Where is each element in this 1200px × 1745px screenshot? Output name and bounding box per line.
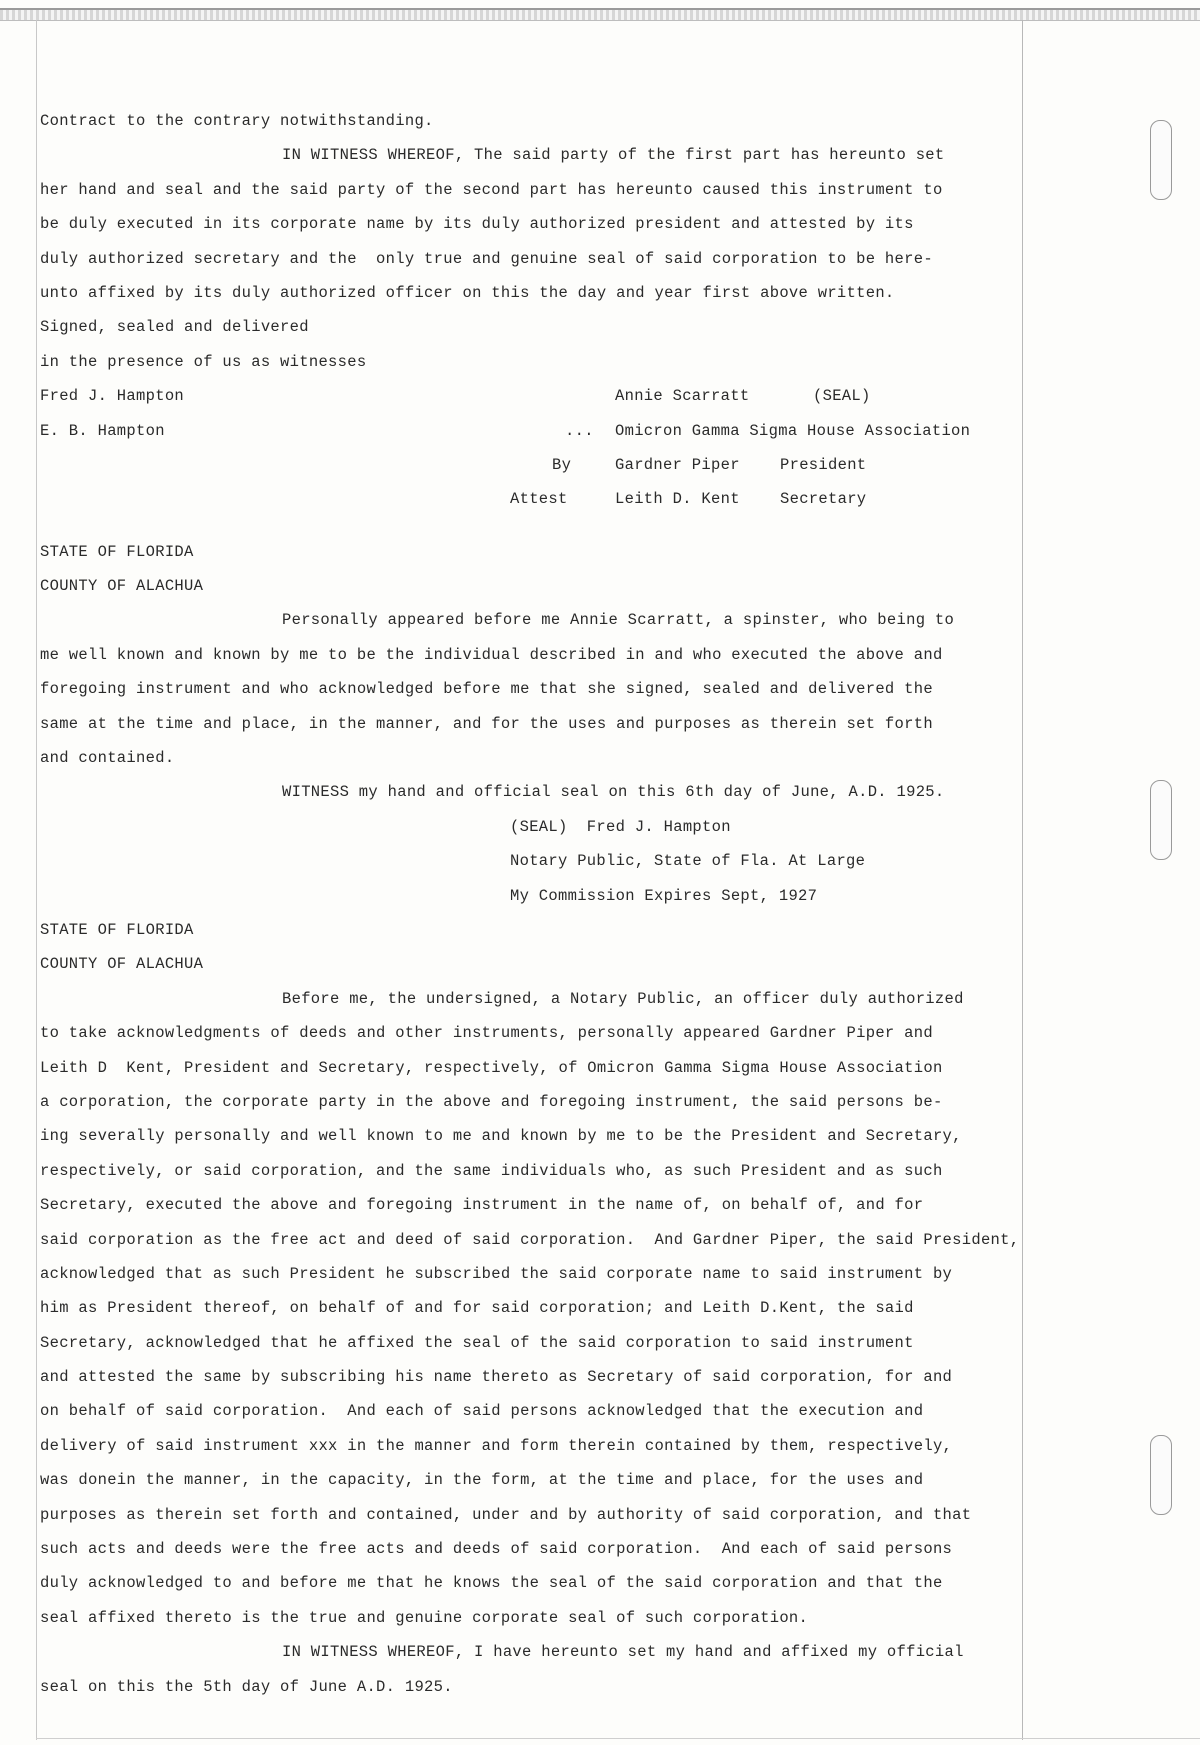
text-line: and contained. (40, 749, 175, 768)
state-heading: STATE OF FLORIDA (40, 542, 194, 561)
text-line: to take acknowledgments of deeds and other instruments, personally appeared Gardner Piper and (40, 1024, 933, 1043)
text-line: such acts and deeds were the free acts and deeds of said corporation. And each of said persons (40, 1540, 953, 1559)
text-line: same at the time and place, in the manner, and for the uses and purposes as therein set forth (40, 714, 933, 733)
witness-name: Fred J. Hampton (40, 387, 185, 406)
county-heading: COUNTY OF ALACHUA (40, 955, 204, 974)
binder-hole (1150, 120, 1172, 200)
text-line: in the presence of us as witnesses (40, 352, 367, 371)
text-line: Personally appeared before me Annie Scarratt, a spinster, who being to (282, 611, 955, 630)
text-line: me well known and known by me to be the individual described in and who executed the above and (40, 645, 943, 664)
attest-label: Attest (510, 490, 568, 509)
text-line: seal affixed thereto is the true and genuine corporate seal of such corporation. (40, 1608, 809, 1627)
secretary-name: Leith D. Kent (615, 490, 740, 509)
signer-name: Annie Scarratt (615, 387, 750, 406)
left-margin-line (36, 20, 37, 1740)
text-line: Leith D Kent, President and Secretary, respectively, of Omicron Gamma Sigma House Association (40, 1058, 943, 1077)
witness-name: E. B. Hampton (40, 421, 165, 440)
text-line: Before me, the undersigned, a Notary Public, an officer duly authorized (282, 989, 964, 1008)
signature-row (40, 379, 1040, 413)
county-heading: COUNTY OF ALACHUA (40, 577, 204, 596)
notary-title: Notary Public, State of Fla. At Large (510, 852, 866, 871)
binder-hole (1150, 780, 1172, 860)
text-line: respectively, or said corporation, and the same individuals who, as such President and as such (40, 1161, 943, 1180)
state-heading: STATE OF FLORIDA (40, 920, 194, 939)
text-line: Secretary, acknowledged that he affixed the seal of the said corporation to said instrument (40, 1333, 914, 1352)
text-line: was donein the manner, in the capacity, in the form, at the time and place, for the uses and (40, 1471, 924, 1490)
text-line: and attested the same by subscribing his name thereto as Secretary of said corporation, for and (40, 1368, 953, 1387)
text-line: ing severally personally and well known to me and known by me to be the President and Secretary, (40, 1127, 962, 1146)
text-line: be duly executed in its corporate name by its duly authorized president and attested by its (40, 215, 914, 234)
binder-hole (1150, 1435, 1172, 1515)
text-line: foregoing instrument and who acknowledged before me that she signed, sealed and delivered the (40, 680, 933, 699)
president-title: President (780, 455, 867, 474)
document-text (40, 104, 1040, 1704)
text-line: delivery of said instrument xxx in the manner and form therein contained by them, respectively, (40, 1436, 953, 1455)
seal-mark: (SEAL) (813, 387, 871, 406)
association-name: Omicron Gamma Sigma House Association (615, 421, 971, 440)
text-line: a corporation, the corporate party in the above and foregoing instrument, the said persons be- (40, 1092, 943, 1111)
text-line: Contract to the contrary notwithstanding. (40, 112, 434, 130)
text-line: duly acknowledged to and before me that he knows the seal of the said corporation and that the (40, 1574, 943, 1593)
text-line: duly authorized secretary and the only true and genuine seal of said corporation to be here- (40, 249, 933, 268)
top-perforation-rule (0, 8, 1200, 21)
commission-expiry: My Commission Expires Sept, 1927 (510, 886, 818, 905)
signature-row (40, 482, 1040, 516)
text-line: him as President thereof, on behalf of and for said corporation; and Leith D.Kent, the said (40, 1299, 914, 1318)
final-line: seal on this the 5th day of June A.D. 1925. (40, 1677, 453, 1696)
text-line: Secretary, executed the above and foregoing instrument in the name of, on behalf of, and for (40, 1196, 924, 1215)
signature-row (40, 414, 1040, 448)
witness-line: WITNESS my hand and official seal on this 6th day of June, A.D. 1925. (282, 783, 945, 802)
signature-row (40, 448, 1040, 482)
text-line: her hand and seal and the said party of the second part has hereunto caused this instrument to (40, 180, 943, 199)
dots: ... (565, 421, 594, 440)
text-line: unto affixed by its duly authorized officer on this the day and year first above written. (40, 283, 895, 302)
text-line: IN WITNESS WHEREOF, The said party of the first part has hereunto set (282, 146, 945, 165)
secretary-title: Secretary (780, 490, 867, 509)
witness-line: IN WITNESS WHEREOF, I have hereunto set my hand and affixed my official (282, 1643, 964, 1662)
text-line: purposes as therein set forth and contained, under and by authority of said corporation, and that (40, 1505, 972, 1524)
text-line: acknowledged that as such President he subscribed the said corporate name to said instrument by (40, 1264, 953, 1283)
text-line: said corporation as the free act and deed of said corporation. And Gardner Piper, the said President, (40, 1230, 1020, 1249)
notary-signature: (SEAL) Fred J. Hampton (510, 817, 731, 836)
bottom-rule (36, 1738, 1200, 1739)
president-name: Gardner Piper (615, 455, 740, 474)
by-label: By (552, 455, 572, 474)
text-line: on behalf of said corporation. And each of said persons acknowledged that the execution and (40, 1402, 924, 1421)
text-line: Signed, sealed and delivered (40, 318, 309, 337)
